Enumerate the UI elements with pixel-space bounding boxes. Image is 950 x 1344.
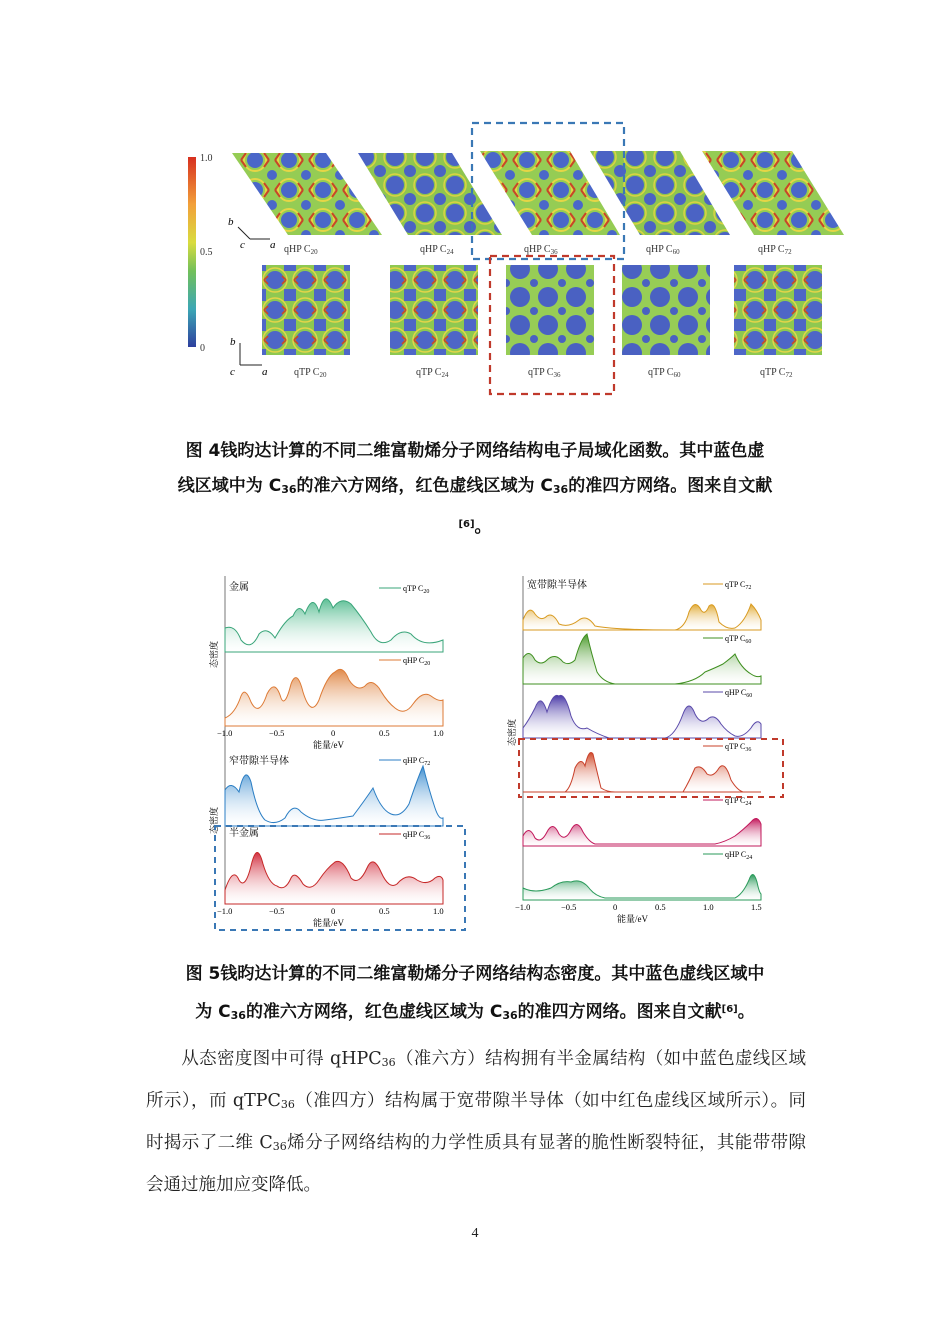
legend-qtp-c60: qTP $C_{60}$	[725, 634, 752, 645]
figure-4-caption-line3: [6]。	[458, 517, 492, 537]
left-ylabel-top: 态密度	[209, 640, 219, 668]
figure-4-caption	[130, 434, 820, 545]
legend-qhp-c60: qHP $C_{60}$	[725, 688, 753, 699]
right-tick-5: 1.0	[703, 902, 714, 912]
label-qtp-c20: qTP $C_{20}$	[294, 367, 327, 379]
elf-map-qtp-c72	[734, 265, 822, 355]
left-tick-top-1: −1.0	[217, 728, 233, 738]
left-tick-bottom-3: 0	[331, 906, 336, 916]
dos-right-panel	[506, 576, 783, 924]
left-tick-bottom-2: −0.5	[269, 906, 285, 916]
axis-b-top: b	[228, 216, 234, 228]
left-tick-bottom-5: 1.0	[433, 906, 444, 916]
elf-map-qhp-c24	[358, 153, 502, 235]
label-qhp-c72: qHP $C_{72}$	[758, 244, 792, 256]
legend-qhp-c72: qHP $C_{72}$	[403, 756, 431, 767]
right-tick-6: 1.5	[751, 902, 762, 912]
left-tick-bottom-4: 0.5	[379, 906, 390, 916]
legend-qhp-c20: qHP $C_{20}$	[403, 656, 431, 667]
legend-qhp-c36: qHP $C_{36}$	[403, 830, 431, 841]
label-qhp-c60: qHP $C_{60}$	[646, 244, 680, 256]
left-group-label-semimetal: 半金属	[229, 828, 259, 839]
figure-4-caption-line2: 线区域中为 $C_{36}$的准六方网络，红色虚线区域为 $C_{36}$的准四方网络。图来自文献	[177, 476, 773, 496]
dos-curve-qhp-c72	[225, 766, 443, 826]
legend-qtp-c36: qTP $C_{36}$	[725, 742, 752, 753]
figure-5-dos	[195, 568, 795, 938]
axis-indicator-top	[238, 227, 270, 239]
label-qtp-c24: qTP $C_{24}$	[416, 367, 449, 379]
legend-qtp-c20: qTP $C_{20}$	[403, 584, 430, 595]
dos-left-panel	[208, 576, 465, 930]
page-number: 4	[471, 1226, 479, 1241]
figure-4-caption-line1: 图 4钱昀达计算的不同二维富勒烯分子网络结构电子局域化函数。其中蓝色虚	[185, 441, 765, 461]
dos-curve-qhp-c36	[225, 852, 443, 904]
right-tick-1: −1.0	[515, 902, 531, 912]
left-tick-top-5: 1.0	[433, 728, 444, 738]
right-xlabel: 能量/eV	[617, 914, 648, 924]
dos-curve-qhp-c20	[225, 669, 443, 726]
axis-a-bottom: a	[262, 366, 268, 378]
dos-curve-qtp-c72	[523, 604, 761, 630]
elf-map-qtp-c36	[506, 265, 594, 355]
figure-5-caption-line2: 为 $C_{36}$的准六方网络，红色虚线区域为 $C_{36}$的准四方网络。图来自文献[6]。	[195, 1002, 755, 1022]
elf-map-qhp-c20	[232, 153, 382, 235]
dos-curve-qhp-c60	[523, 695, 761, 738]
dos-curve-qtp-c20	[225, 599, 443, 652]
axis-c-top: c	[240, 239, 245, 251]
elf-map-qtp-c24	[390, 265, 478, 355]
label-qhp-c20: qHP $C_{20}$	[284, 244, 318, 256]
axis-indicator-bottom	[240, 343, 262, 365]
left-tick-top-4: 0.5	[379, 728, 390, 738]
colorbar-min: 0	[200, 343, 205, 354]
right-tick-4: 0.5	[655, 902, 666, 912]
dos-curve-qtp-c36	[523, 753, 761, 793]
left-xlabel-top: 能量/eV	[313, 740, 344, 750]
label-qhp-c24: qHP $C_{24}$	[420, 244, 454, 256]
left-tick-top-3: 0	[331, 728, 336, 738]
axis-c-bottom: c	[230, 366, 235, 378]
axis-b-bottom: b	[230, 336, 236, 348]
elf-map-qtp-c20	[262, 265, 350, 355]
figure-5-caption	[130, 957, 820, 1033]
legend-qtp-c24: qTP $C_{24}$	[725, 796, 752, 807]
left-tick-top-2: −0.5	[269, 728, 285, 738]
right-ylabel: 态密度	[507, 718, 517, 746]
legend-qtp-c72: qTP $C_{72}$	[725, 580, 752, 591]
colorbar-max: 1.0	[200, 153, 213, 164]
colorbar	[188, 157, 196, 347]
dos-curve-qtp-c24	[523, 818, 761, 846]
figure-5-caption-line1: 图 5钱昀达计算的不同二维富勒烯分子网络结构态密度。其中蓝色虚线区域中	[185, 964, 765, 984]
colorbar-mid: 0.5	[200, 247, 213, 258]
right-tick-3: 0	[613, 902, 618, 912]
right-group-label-wide-gap: 宽带隙半导体	[527, 580, 587, 591]
dos-curve-qhp-c24	[523, 874, 761, 900]
elf-map-qtp-c60	[622, 265, 710, 355]
label-qtp-c36: qTP $C_{36}$	[528, 367, 561, 379]
left-group-label-metal: 金属	[229, 582, 249, 593]
left-ylabel-bottom: 态密度	[209, 806, 219, 834]
left-tick-bottom-1: −1.0	[217, 906, 233, 916]
right-tick-2: −0.5	[561, 902, 577, 912]
axis-a-top: a	[270, 239, 276, 251]
figure-4-elf	[170, 115, 850, 400]
label-qtp-c72: qTP $C_{72}$	[760, 367, 793, 379]
left-group-label-narrow-gap: 窄带隙半导体	[229, 756, 289, 767]
label-qhp-c36: qHP $C_{36}$	[524, 244, 558, 256]
left-xlabel-bottom: 能量/eV	[313, 918, 344, 928]
elf-map-qhp-c72	[702, 151, 844, 235]
label-qtp-c60: qTP $C_{60}$	[648, 367, 681, 379]
body-paragraph: 从态密度图中可得 qHPC$_{36}$（准六方）结构拥有半金属结构（如中蓝色虚线区域所示），而 qTPC$_{36}$（准四方）结构属于宽带隙半导体（如中红色虚线区域所示）。同时揭示了二维 $C_{36}$烯分子网络结构的力学性质具有显著的脆性断裂特征，其能带带隙会通过施加应变降低。	[146, 1049, 806, 1195]
legend-qhp-c24: qHP $C_{24}$	[725, 850, 753, 861]
